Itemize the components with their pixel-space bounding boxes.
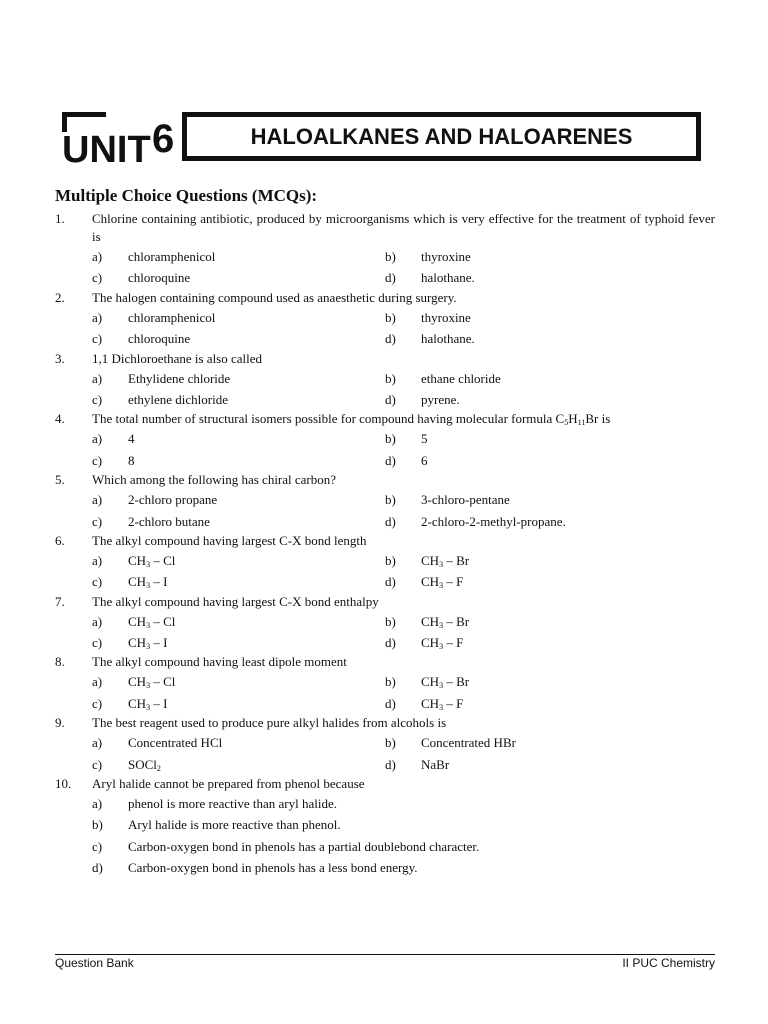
question-number: 2.	[55, 289, 65, 305]
option-text: $CH_3$ – F	[421, 574, 464, 591]
question-number: 1.	[55, 211, 65, 226]
footer-divider	[55, 954, 715, 955]
option-text: 6	[421, 452, 428, 468]
question-text: The alkyl compound having largest C-X bond length	[92, 532, 367, 548]
option-row	[0, 732, 768, 753]
footer-left: Question Bank	[55, 956, 134, 970]
option-label: c)	[92, 756, 103, 772]
question-stem	[0, 593, 768, 611]
option-label: b)	[385, 552, 396, 568]
option-text: $CH_3$ – I	[128, 574, 168, 591]
option-text: 3-chloro-pentane	[421, 492, 510, 508]
option-text: $CH_3$ – F	[421, 695, 464, 712]
question-8	[0, 653, 768, 714]
question-stem	[0, 350, 768, 368]
option-text: pyrene.	[421, 391, 460, 407]
option-text: Carbon-oxygen bond in phenols has a partial doublebond character.	[128, 838, 480, 854]
question-text: Chlorine containing antibiotic, produced by microorganisms which is very effective for the treatment of typhoid fever is	[92, 211, 715, 244]
option-label: c)	[92, 635, 103, 651]
option-text: $CH_3$ – Br	[421, 552, 470, 569]
option-label: a)	[92, 492, 103, 508]
question-number: 5.	[55, 472, 65, 488]
option-row	[0, 428, 768, 449]
option-text: 2-chloro-2-methyl-propane.	[421, 513, 566, 529]
option-text: 4	[128, 431, 135, 447]
chapter-title: HALOALKANES AND HALOARENES	[250, 124, 633, 149]
option-row	[0, 793, 768, 814]
option-label: b)	[385, 492, 396, 508]
unit-number: 6	[152, 117, 175, 161]
question-stem	[0, 714, 768, 732]
question-number: 4.	[55, 411, 65, 427]
option-label: b)	[385, 735, 396, 751]
option-row	[0, 489, 768, 510]
question-number: 10.	[55, 776, 72, 792]
option-text: Concentrated HCl	[128, 735, 223, 751]
option-text: $CH_3$ – F	[421, 635, 464, 652]
option-row	[0, 754, 768, 775]
question-list	[0, 210, 768, 879]
question-text: Aryl halide cannot be prepared from phenol because	[92, 776, 365, 792]
option-row	[0, 693, 768, 714]
question-7	[0, 593, 768, 654]
option-text: halothane.	[421, 270, 475, 286]
question-stem	[0, 471, 768, 489]
option-label: b)	[385, 613, 396, 629]
option-text: $CH_3$ – Cl	[128, 552, 176, 569]
question-number: 7.	[55, 593, 65, 609]
option-label: a)	[92, 613, 103, 629]
option-label: b)	[385, 309, 396, 325]
option-label: a)	[92, 796, 103, 812]
option-label: d)	[92, 860, 103, 876]
option-label: d)	[385, 270, 396, 286]
section-title: Multiple Choice Questions (MCQs):	[55, 186, 318, 205]
question-9	[0, 714, 768, 775]
option-text: Carbon-oxygen bond in phenols has a less bond energy.	[128, 860, 418, 876]
option-row	[0, 368, 768, 389]
option-label: a)	[92, 431, 103, 447]
option-row	[0, 814, 768, 835]
option-label: c)	[92, 270, 103, 286]
option-text: $CH_3$ – Cl	[128, 674, 176, 691]
option-label: d)	[385, 574, 396, 590]
question-2	[0, 289, 768, 350]
question-number: 3.	[55, 350, 65, 366]
option-label: c)	[92, 391, 103, 407]
option-row	[0, 571, 768, 592]
question-number: 8.	[55, 654, 65, 670]
question-text: 1,1 Dichloroethane is also called	[92, 350, 263, 366]
option-row	[0, 246, 768, 267]
option-label: a)	[92, 735, 103, 751]
option-text: chloroquine	[128, 270, 191, 286]
question-text: The halogen containing compound used as anaesthetic during surgery.	[92, 289, 457, 305]
option-label: a)	[92, 552, 103, 568]
question-1	[0, 210, 768, 289]
question-number: 9.	[55, 715, 65, 731]
option-row	[0, 267, 768, 288]
option-label: c)	[92, 695, 103, 711]
option-label: a)	[92, 674, 103, 690]
option-label: d)	[385, 695, 396, 711]
option-label: b)	[385, 249, 396, 264]
question-text: The best reagent used to produce pure alkyl halides from alcohols is	[92, 715, 447, 731]
option-label: d)	[385, 331, 396, 347]
option-row	[0, 307, 768, 328]
option-row	[0, 328, 768, 349]
option-label: b)	[92, 817, 103, 833]
question-3	[0, 350, 768, 411]
option-text: thyroxine	[421, 249, 471, 264]
option-label: c)	[92, 452, 103, 468]
option-row	[0, 632, 768, 653]
option-row	[0, 511, 768, 532]
option-text: thyroxine	[421, 309, 471, 325]
question-text: Which among the following has chiral carbon?	[92, 472, 337, 488]
question-10	[0, 775, 768, 879]
option-label: a)	[92, 249, 103, 264]
option-label: d)	[385, 756, 396, 772]
option-label: c)	[92, 331, 103, 347]
question-stem	[0, 289, 768, 307]
option-label: b)	[385, 674, 396, 690]
option-text: Concentrated HBr	[421, 735, 516, 751]
question-text: The alkyl compound having largest C-X bond enthalpy	[92, 593, 379, 609]
option-label: b)	[385, 431, 396, 447]
option-label: a)	[92, 309, 103, 325]
question-6	[0, 532, 768, 593]
option-text: SOCl$_2$	[128, 756, 161, 773]
option-text: $CH_3$ – I	[128, 695, 168, 712]
question-stem	[0, 532, 768, 550]
option-row	[0, 836, 768, 857]
option-text: $CH_3$ – Cl	[128, 613, 176, 630]
question-4	[0, 410, 768, 471]
question-stem	[0, 775, 768, 793]
option-label: d)	[385, 452, 396, 468]
option-row	[0, 550, 768, 571]
option-label: a)	[92, 370, 103, 386]
option-row	[0, 611, 768, 632]
option-text: Ethylidene chloride	[128, 370, 231, 386]
option-text: NaBr	[421, 756, 450, 772]
unit-bracket-horizontal	[62, 112, 106, 117]
option-label: d)	[385, 635, 396, 651]
unit-label: UNIT	[62, 129, 151, 171]
option-label: c)	[92, 838, 103, 854]
option-label: d)	[385, 391, 396, 407]
footer-right: II PUC Chemistry	[622, 956, 715, 970]
option-text: $CH_3$ – Br	[421, 613, 470, 630]
option-text: 5	[421, 431, 428, 447]
option-label: c)	[92, 513, 103, 529]
question-text: The alkyl compound having least dipole moment	[92, 654, 347, 670]
option-text: $CH_3$ – I	[128, 635, 168, 652]
option-text: Aryl halide is more reactive than phenol.	[128, 817, 341, 833]
question-number: 6.	[55, 532, 65, 548]
question-stem	[0, 653, 768, 671]
option-text: $CH_3$ – Br	[421, 674, 470, 691]
option-row	[0, 389, 768, 410]
option-label: c)	[92, 574, 103, 590]
question-stem	[0, 410, 768, 428]
option-label: d)	[385, 513, 396, 529]
option-text: ethylene dichloride	[128, 391, 228, 407]
question-text: The total number of structural isomers possible for compound having molecular formula $C_5H_{11}Br$ is	[92, 411, 611, 428]
option-text: chloramphenicol	[128, 309, 216, 325]
option-label: b)	[385, 370, 396, 386]
chapter-title-box	[182, 112, 701, 161]
option-row	[0, 450, 768, 471]
option-text: chloramphenicol	[128, 249, 216, 264]
question-5	[0, 471, 768, 532]
option-row	[0, 857, 768, 878]
option-text: 8	[128, 452, 135, 468]
option-text: 2-chloro butane	[128, 513, 210, 529]
option-text: chloroquine	[128, 331, 191, 347]
question-stem	[0, 210, 768, 246]
option-text: phenol is more reactive than aryl halide.	[128, 796, 338, 812]
option-text: 2-chloro propane	[128, 492, 218, 508]
unit-header	[0, 0, 768, 180]
option-text: ethane chloride	[421, 370, 501, 386]
option-row	[0, 671, 768, 692]
option-text: halothane.	[421, 331, 475, 347]
